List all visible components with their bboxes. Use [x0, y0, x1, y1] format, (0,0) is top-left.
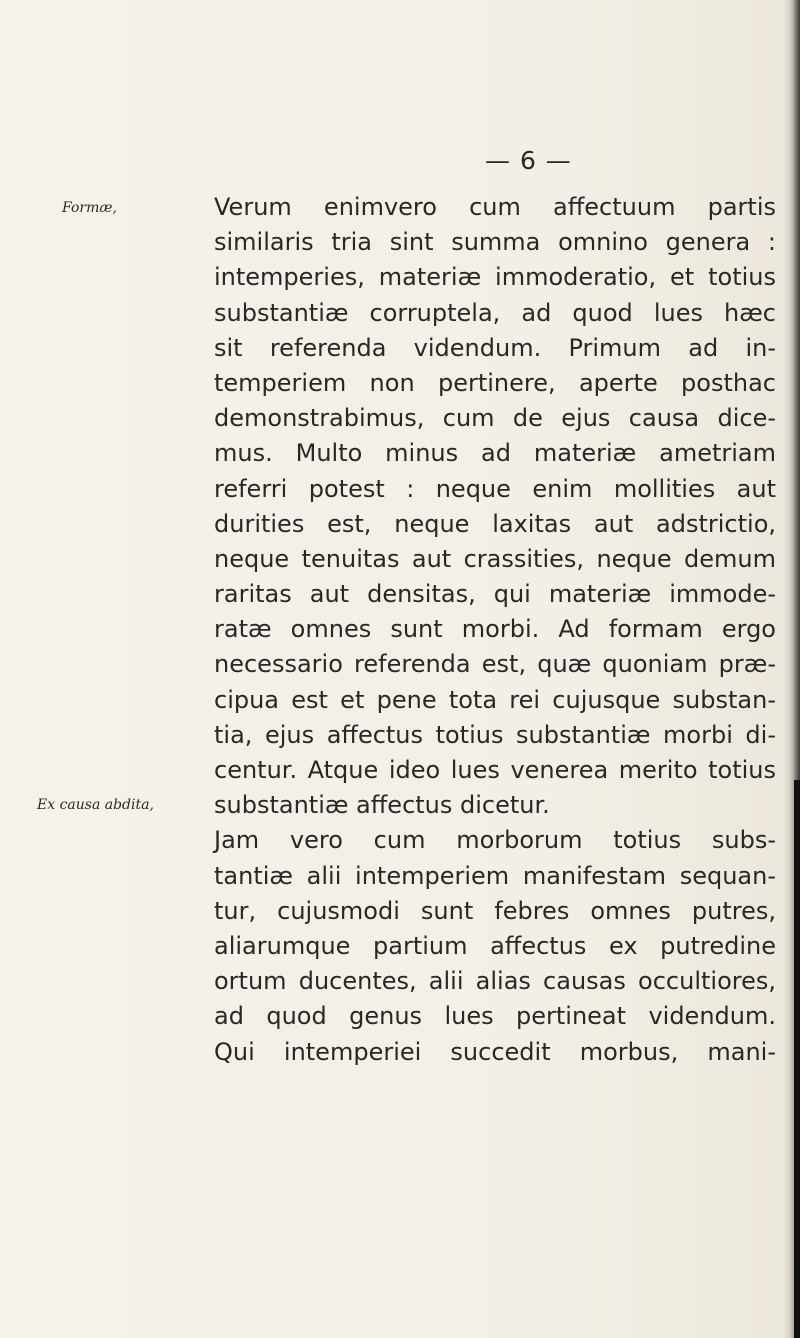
text-line: aliarumque partium affectus ex putredine	[214, 931, 776, 960]
text-line: neque tenuitas aut crassities, neque demum	[214, 544, 776, 573]
text-line: Jam vero cum morborum totius subs-	[214, 826, 776, 855]
marginal-note-ex-causa-abdita: Ex causa abdita,	[37, 797, 154, 813]
page-number: — 6 —	[485, 146, 572, 175]
text-line: raritas aut densitas, qui materiæ immode-	[214, 580, 776, 609]
text-line: ortum ducentes, alii alias causas occultiores,	[214, 967, 776, 996]
text-line: temperiem non pertinere, aperte posthac	[214, 368, 776, 397]
text-line: necessario referenda est, quæ quoniam præ-	[214, 650, 776, 679]
binding-edge	[784, 0, 800, 1338]
text-line: tia, ejus affectus totius substantiæ morbi di-	[214, 720, 776, 749]
text-line: similaris tria sint summa omnino genera :	[214, 228, 776, 257]
text-line: centur. Atque ideo lues venerea merito totius	[214, 756, 776, 784]
text-line: Qui intemperiei succedit morbus, mani-	[214, 1037, 776, 1066]
text-line: cipua est et pene tota rei cujusque substan-	[214, 685, 776, 714]
text-line: referri potest : neque enim mollities aut	[214, 474, 776, 503]
text-line: durities est, neque laxitas aut adstrictio,	[214, 509, 776, 538]
text-line: tantiæ alii intemperiem manifestam sequan-	[214, 861, 776, 890]
text-line: demonstrabimus, cum de ejus causa dice-	[214, 404, 776, 433]
text-line: intemperies, materiæ immoderatio, et totius	[214, 263, 776, 292]
marginal-note-formae: Formæ,	[62, 200, 117, 216]
text-line: ratæ omnes sunt morbi. Ad formam ergo	[214, 615, 776, 644]
text-line: sit referenda videndum. Primum ad in-	[214, 333, 776, 362]
text-line: substantiæ corruptela, ad quod lues hæc	[214, 298, 776, 327]
text-line: mus. Multo minus ad materiæ ametriam	[214, 439, 776, 468]
body-text	[214, 190, 776, 1070]
text-line: Verum enimvero cum affectuum partis	[214, 193, 776, 221]
text-line: ad quod genus lues pertineat videndum.	[214, 1002, 776, 1031]
text-line: substantiæ affectus dicetur.	[214, 791, 550, 820]
text-line: tur, cujusmodi sunt febres omnes putres,	[214, 896, 776, 925]
